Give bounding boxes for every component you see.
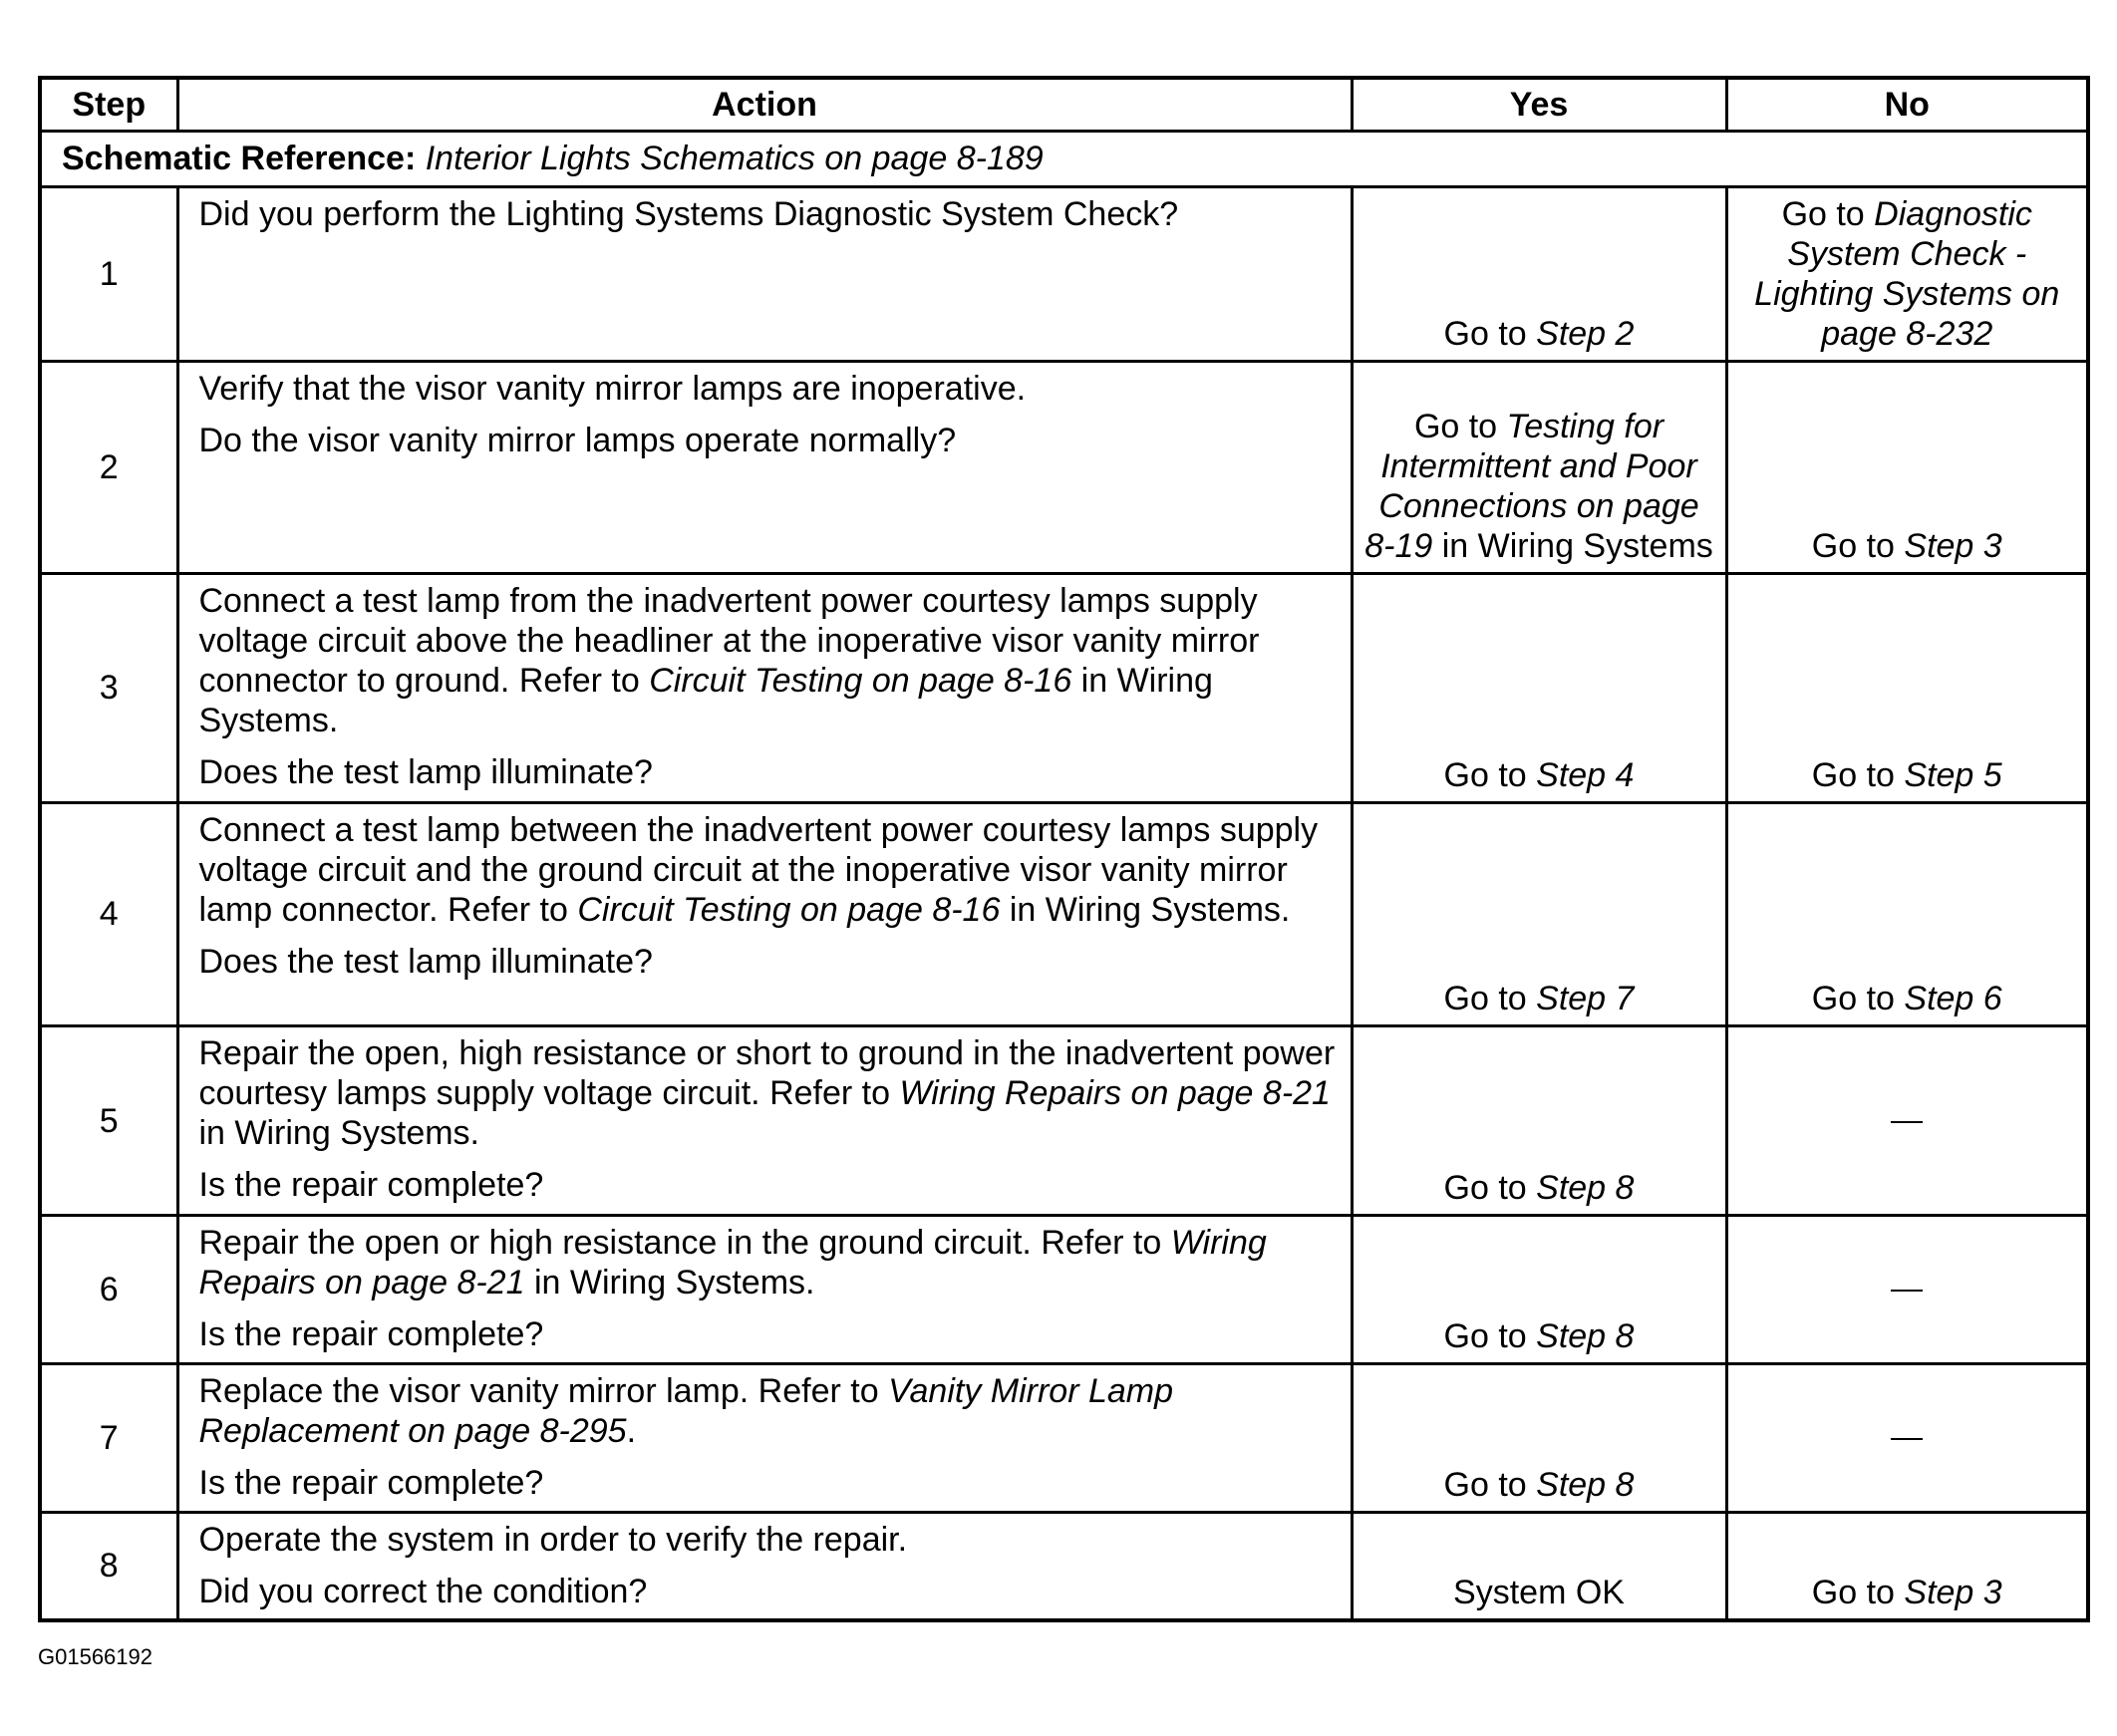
- yes-segment: in Wiring Systems: [1432, 526, 1713, 565]
- action-segment: in Wiring Systems.: [198, 1114, 479, 1153]
- yes-cell: [1352, 802, 1726, 1026]
- no-segment: Step 5: [1904, 755, 2002, 794]
- action-segment: Does the test lamp illuminate?: [198, 752, 653, 791]
- action-cell: [177, 802, 1352, 1026]
- yes-segment: Step 8: [1536, 1168, 1635, 1207]
- empty-dash: [1891, 1121, 1923, 1123]
- action-paragraph: [199, 1572, 1337, 1611]
- no-cell: [1726, 1026, 2088, 1215]
- action-segment: .: [626, 1411, 637, 1450]
- schematic-reference-label: Schematic Reference:: [62, 140, 417, 178]
- action-paragraph: [199, 1371, 1337, 1451]
- action-segment: Verify that the visor vanity mirror lamps are inoperative.: [198, 369, 1027, 408]
- yes-segment: Go to: [1413, 407, 1507, 445]
- action-paragraph: [199, 369, 1337, 409]
- yes-segment: Step 8: [1536, 1316, 1635, 1355]
- yes-segment: Step 7: [1536, 980, 1635, 1018]
- action-segment: Wiring Repairs on page 8-21: [198, 1223, 1267, 1302]
- action-cell: [177, 1215, 1352, 1363]
- step-number: 3: [40, 573, 177, 802]
- yes-segment: Go to: [1443, 1316, 1537, 1355]
- table-row: [40, 802, 2088, 1026]
- action-segment: Did you perform the Lighting Systems Diagnostic System Check?: [198, 194, 1179, 233]
- no-segment: Go to: [1811, 526, 1905, 565]
- schematic-reference-value: Interior Lights Schematics on page 8-189: [425, 140, 1044, 178]
- no-cell: [1726, 1512, 2088, 1620]
- no-cell: [1726, 361, 2088, 573]
- yes-cell: [1352, 1026, 1726, 1215]
- action-paragraph: [199, 810, 1337, 930]
- action-segment: Repair the open, high resistance or short to ground in the inadvertent power courtesy lamps supply voltage circuit. Refer to: [198, 1034, 1336, 1113]
- action-segment: Did you correct the condition?: [198, 1572, 648, 1610]
- yes-segment: Go to: [1443, 755, 1537, 794]
- action-segment: Replace the visor vanity mirror lamp. Refer to: [198, 1371, 889, 1410]
- yes-cell: [1352, 1215, 1726, 1363]
- step-number: 8: [40, 1512, 177, 1620]
- action-cell: [177, 573, 1352, 802]
- action-segment: Do the visor vanity mirror lamps operate normally?: [198, 421, 957, 459]
- action-paragraph: [199, 581, 1337, 740]
- yes-cell: [1352, 1363, 1726, 1512]
- yes-segment: Step 2: [1536, 314, 1635, 353]
- no-segment: Step 6: [1904, 980, 2002, 1018]
- step-number: 4: [40, 802, 177, 1026]
- table-row: [40, 1026, 2088, 1215]
- yes-segment: Go to: [1443, 980, 1537, 1018]
- action-segment: in Wiring Systems.: [198, 661, 1213, 739]
- action-segment: Connect a test lamp from the inadvertent power courtesy lamps supply voltage circuit above the headliner at the inoperative visor vanity mirror connector to ground. Refer to: [198, 581, 1260, 700]
- action-cell: [177, 1363, 1352, 1512]
- step-number: 5: [40, 1026, 177, 1215]
- action-paragraph: [199, 1165, 1337, 1205]
- no-cell: [1726, 1363, 2088, 1512]
- header-row: [40, 78, 2088, 132]
- action-paragraph: [199, 942, 1337, 982]
- action-segment: Operate the system in order to verify the repair.: [198, 1520, 908, 1559]
- yes-segment: Step 4: [1536, 755, 1635, 794]
- no-segment: Go to: [1811, 755, 1905, 794]
- action-segment: Circuit Testing on page 8-16: [577, 890, 1001, 929]
- action-segment: in Wiring Systems.: [524, 1263, 815, 1302]
- yes-segment: Testing for Intermittent and Poor Connections on page 8-19: [1364, 407, 1699, 565]
- step-number: 7: [40, 1363, 177, 1512]
- table-row: [40, 1215, 2088, 1363]
- yes-segment: Go to: [1443, 314, 1537, 353]
- action-segment: Circuit Testing on page 8-16: [649, 661, 1072, 700]
- table-row: [40, 1363, 2088, 1512]
- yes-cell: [1352, 186, 1726, 361]
- action-cell: [177, 1026, 1352, 1215]
- diagnostic-table: [38, 76, 2090, 1622]
- yes-cell: [1352, 361, 1726, 573]
- no-cell: [1726, 802, 2088, 1026]
- step-number: 6: [40, 1215, 177, 1363]
- action-segment: Repair the open or high resistance in the ground circuit. Refer to: [198, 1223, 1171, 1262]
- action-segment: Is the repair complete?: [198, 1463, 544, 1502]
- action-paragraph: [199, 194, 1337, 234]
- header-action: Action: [177, 78, 1352, 132]
- yes-segment: Go to: [1443, 1465, 1537, 1504]
- yes-segment: System OK: [1453, 1574, 1625, 1611]
- step-number: 2: [40, 361, 177, 573]
- yes-segment: Go to: [1443, 1168, 1537, 1207]
- action-segment: in Wiring Systems.: [1000, 890, 1291, 929]
- action-segment: Vanity Mirror Lamp Replacement on page 8-295: [198, 1371, 1174, 1450]
- table-row: [40, 573, 2088, 802]
- table-row: [40, 1512, 2088, 1620]
- yes-segment: Step 8: [1536, 1465, 1635, 1504]
- yes-cell: [1352, 573, 1726, 802]
- no-cell: [1726, 186, 2088, 361]
- no-cell: [1726, 573, 2088, 802]
- action-paragraph: [199, 1223, 1337, 1302]
- action-segment: Is the repair complete?: [198, 1166, 544, 1205]
- yes-cell: [1352, 1512, 1726, 1620]
- header-no: No: [1726, 78, 2088, 132]
- action-segment: Is the repair complete?: [198, 1314, 544, 1353]
- figure-id: G01566192: [38, 1644, 152, 1669]
- table-row: [40, 186, 2088, 361]
- action-segment: Does the test lamp illuminate?: [198, 942, 653, 981]
- header-yes: Yes: [1352, 78, 1726, 132]
- action-segment: Connect a test lamp between the inadvertent power courtesy lamps supply voltage circuit and the ground circuit at the inoperative visor vanity mirror lamp connector. Refer to: [198, 810, 1319, 929]
- step-number: 1: [40, 186, 177, 361]
- action-paragraph: [199, 1314, 1337, 1354]
- no-cell: [1726, 1215, 2088, 1363]
- table-row: [40, 361, 2088, 573]
- no-segment: Go to: [1811, 1574, 1905, 1611]
- no-segment: Step 3: [1904, 1574, 2002, 1611]
- no-segment: Go to: [1781, 194, 1875, 233]
- action-segment: Wiring Repairs on page 8-21: [899, 1074, 1331, 1113]
- action-paragraph: [199, 1033, 1337, 1153]
- action-paragraph: [199, 752, 1337, 792]
- empty-dash: [1891, 1438, 1923, 1440]
- action-cell: [177, 1512, 1352, 1620]
- no-segment: Step 3: [1904, 526, 2002, 565]
- no-segment: Go to: [1811, 980, 1905, 1018]
- header-step: Step: [40, 78, 177, 132]
- action-cell: [177, 361, 1352, 573]
- action-paragraph: [199, 1463, 1337, 1503]
- no-segment: Diagnostic System Check - Lighting Systems on page 8-232: [1754, 194, 2060, 353]
- empty-dash: [1891, 1290, 1923, 1292]
- action-paragraph: [199, 1520, 1337, 1560]
- action-paragraph: [199, 421, 1337, 460]
- schematic-reference-cell: [40, 132, 2088, 187]
- action-cell: [177, 186, 1352, 361]
- schematic-reference-row: [40, 132, 2088, 187]
